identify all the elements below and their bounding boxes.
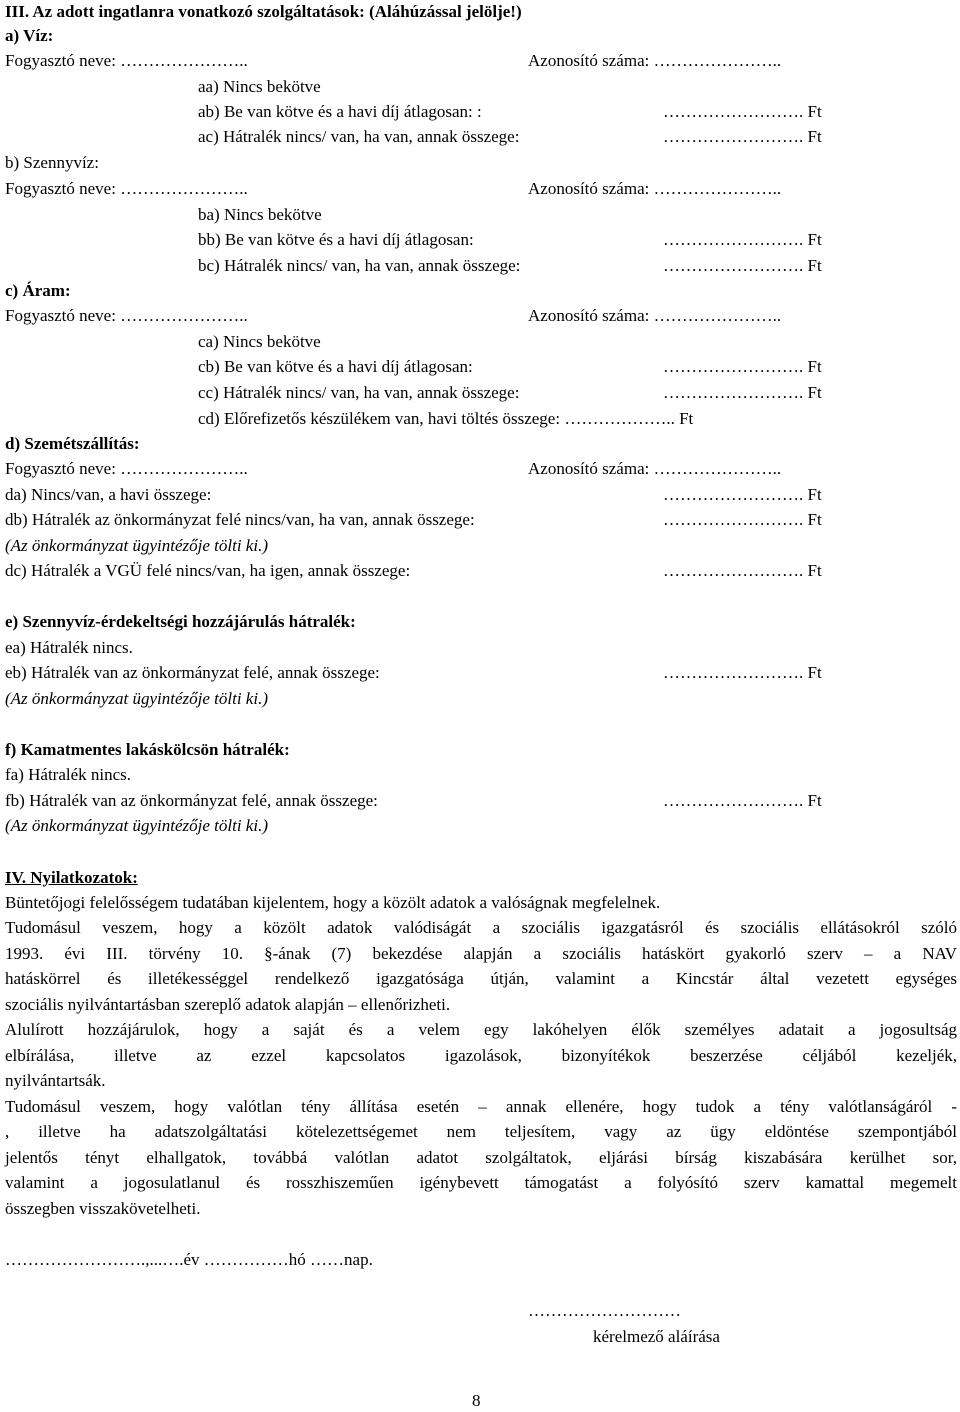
sewage-ba-option[interactable]: ba) Nincs bekötve — [198, 205, 322, 224]
electricity-cc-amount-field[interactable]: ……………………. Ft — [663, 383, 822, 402]
housing-loan-heading: f) Kamatmentes lakáskölcsön hátralék: — [5, 740, 290, 759]
electricity-cb-amount-field[interactable]: ……………………. Ft — [663, 357, 822, 376]
sewage-contribution-eb-amount-field[interactable]: ……………………. Ft — [663, 663, 822, 682]
waste-db-option[interactable]: db) Hátralék az önkormányzat felé nincs/van, ha van, annak összege: — [5, 510, 475, 529]
housing-loan-fb-option[interactable]: fb) Hátralék van az önkormányzat felé, annak összege: — [5, 791, 378, 810]
declaration-line-9: Tudomásul veszem, hogy valótlan tény állítása esetén – annak ellenére, hogy tudok a tény valótlanságáról - — [5, 1097, 957, 1116]
waste-da-option[interactable]: da) Nincs/van, a havi összege: — [5, 485, 212, 504]
water-ac-amount-field[interactable]: ……………………. Ft — [663, 127, 822, 146]
sewage-contribution-ea-option[interactable]: ea) Hátralék nincs. — [5, 638, 133, 657]
housing-loan-fa-option[interactable]: fa) Hátralék nincs. — [5, 765, 132, 784]
signature-line[interactable]: ……………………… — [528, 1301, 681, 1320]
page-number: 8 — [472, 1391, 481, 1410]
housing-loan-fb-amount-field[interactable]: ……………………. Ft — [663, 791, 822, 810]
declaration-line-8: nyilvántartsák. — [5, 1071, 106, 1090]
water-ab-amount-field[interactable]: ……………………. Ft — [663, 102, 822, 121]
sewage-bc-option[interactable]: bc) Hátralék nincs/ van, ha van, annak összege: — [198, 256, 521, 275]
sewage-bb-amount-field[interactable]: ……………………. Ft — [663, 230, 822, 249]
declaration-line-12: valamint a jogosulatlanul és rosszhiszeműen igénybevett támogatást a folyósító szerv kamattal megemelt — [5, 1173, 957, 1192]
sewage-id-field[interactable]: Azonosító száma: ………………….. — [528, 179, 782, 198]
sewage-contribution-heading: e) Szennyvíz-érdekeltségi hozzájárulás hátralék: — [5, 612, 356, 631]
declaration-line-6: Alulírott hozzájárulok, hogy a saját és a velem egy lakóhelyen élők személyes adatait a jogosultság — [5, 1020, 957, 1039]
water-consumer-field[interactable]: Fogyasztó neve: ………………….. — [5, 51, 248, 70]
declaration-line-1: Büntetőjogi felelősségem tudatában kijelentem, hogy a közölt adatok a valóságnak megfelelnek. — [5, 893, 661, 912]
electricity-cc-option[interactable]: cc) Hátralék nincs/ van, ha van, annak összege: — [198, 383, 520, 402]
date-line-field[interactable]: …………………….,...….év ……………hó ……nap. — [5, 1250, 373, 1269]
water-ac-option[interactable]: ac) Hátralék nincs/ van, ha van, annak összege: — [198, 127, 520, 146]
water-id-field[interactable]: Azonosító száma: ………………….. — [528, 51, 782, 70]
declaration-line-13: összegben visszakövetelheti. — [5, 1199, 201, 1218]
declaration-line-10: , illetve ha adatszolgáltatási kötelezettségemet nem teljesítem, vagy az ügy eldöntése szempontjából — [5, 1122, 957, 1141]
electricity-ca-option[interactable]: ca) Nincs bekötve — [198, 332, 321, 351]
sewage-consumer-field[interactable]: Fogyasztó neve: ………………….. — [5, 179, 248, 198]
waste-dc-option[interactable]: dc) Hátralék a VGÜ felé nincs/van, ha igen, annak összege: — [5, 561, 411, 580]
sewage-contribution-eb-option[interactable]: eb) Hátralék van az önkormányzat felé, annak összege: — [5, 663, 380, 682]
waste-id-field[interactable]: Azonosító száma: ………………….. — [528, 459, 782, 478]
water-aa-option[interactable]: aa) Nincs bekötve — [198, 77, 321, 96]
electricity-id-field[interactable]: Azonosító száma: ………………….. — [528, 306, 782, 325]
sewage-bb-option[interactable]: bb) Be van kötve és a havi díj átlagosan: — [198, 230, 474, 249]
declaration-line-11: jelentős tényt elhallgatok, továbbá valótlan adatot szolgáltatok, eljárási bírság kiszabására kerülhet sor, — [5, 1148, 957, 1167]
waste-db-note: (Az önkormányzat ügyintézője tölti ki.) — [5, 536, 268, 555]
water-heading: a) Víz: — [5, 26, 54, 45]
electricity-consumer-field[interactable]: Fogyasztó neve: ………………….. — [5, 306, 248, 325]
waste-dc-amount-field[interactable]: ……………………. Ft — [663, 561, 822, 580]
signature-label: kérelmező aláírása — [593, 1327, 720, 1346]
declaration-line-7: elbírálása, illetve az ezzel kapcsolatos igazolások, bizonyítékok beszerzése céljából kezeljék, — [5, 1046, 957, 1065]
declaration-line-2: Tudomásul veszem, hogy a közölt adatok valódiságát a szociális igazgatásról és szociális ellátásokról szóló — [5, 918, 957, 937]
waste-da-amount-field[interactable]: ……………………. Ft — [663, 485, 822, 504]
sewage-heading: b) Szennyvíz: — [5, 153, 99, 172]
waste-consumer-field[interactable]: Fogyasztó neve: ………………….. — [5, 459, 248, 478]
sewage-contribution-eb-note: (Az önkormányzat ügyintézője tölti ki.) — [5, 689, 268, 708]
electricity-heading: c) Áram: — [5, 281, 71, 300]
waste-heading: d) Szemétszállítás: — [5, 434, 140, 453]
housing-loan-fb-note: (Az önkormányzat ügyintézője tölti ki.) — [5, 816, 268, 835]
section-3-title: III. Az adott ingatlanra vonatkozó szolgáltatások: (Aláhúzással jelölje!) — [5, 2, 522, 21]
waste-db-amount-field[interactable]: ……………………. Ft — [663, 510, 822, 529]
declaration-line-3: 1993. évi III. törvény 10. §-ának (7) bekezdése alapján a szociális hatáskört gyakorló szerv – a NAV — [5, 944, 957, 963]
water-ab-option[interactable]: ab) Be van kötve és a havi díj átlagosan: : — [198, 102, 482, 121]
sewage-bc-amount-field[interactable]: ……………………. Ft — [663, 256, 822, 275]
declaration-line-4: hatáskörrel és illetékességgel rendelkező igazgatósága útján, valamint a Kincstár által vezetett egységes — [5, 969, 957, 988]
declaration-line-5: szociális nyilvántartásban szereplő adatok alapján – ellenőrizheti. — [5, 995, 451, 1014]
section-4-title: IV. Nyilatkozatok: — [5, 868, 138, 887]
electricity-cb-option[interactable]: cb) Be van kötve és a havi díj átlagosan: — [198, 357, 473, 376]
electricity-cd-option[interactable]: cd) Előrefizetős készülékem van, havi töltés összege: ……………….. Ft — [198, 409, 694, 428]
